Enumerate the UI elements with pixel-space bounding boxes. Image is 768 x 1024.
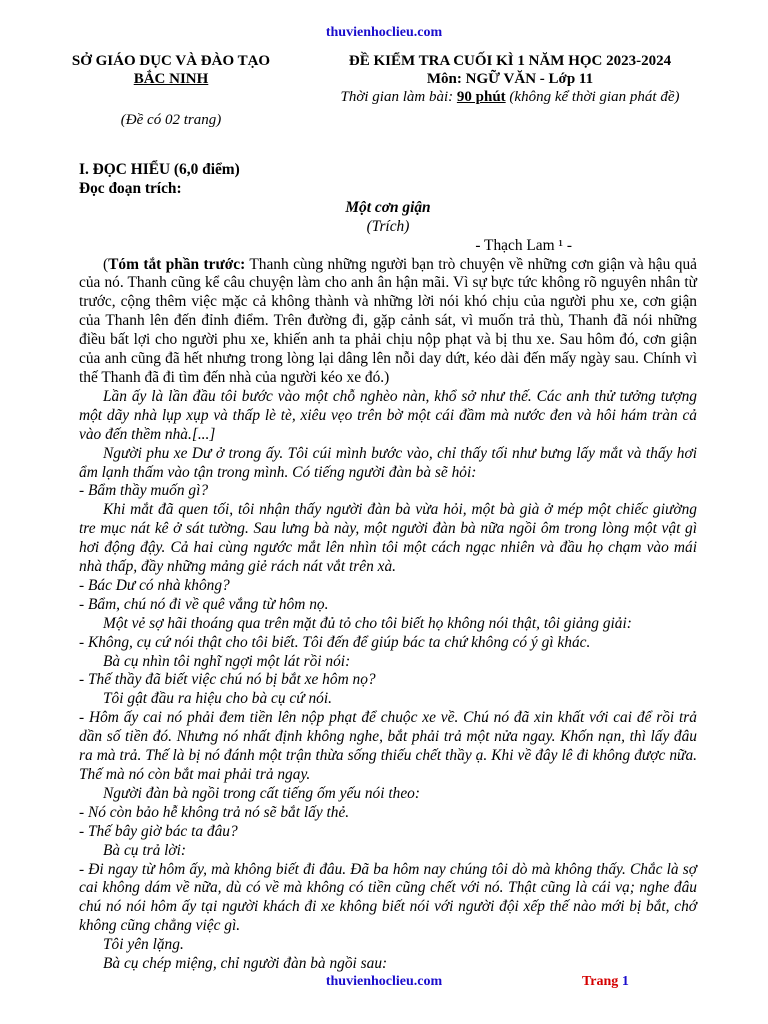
passage-paragraph: Khi mắt đã quen tối, tôi nhận thấy người đàn bà vừa hỏi, một bà già ở mép một chiếc giường tre mục nát kê ở sát tường. Sau lưng bà này, một người đàn bà nữa ngồi ôm trong lòng một vật gì hơi động đậy. Cả hai cùng ngước mắt lên nhìn tôi một cách ngạc nhiên và đầu họ chạm vào mái nhà thấp, đầy những mảng giẻ rách nát vắt trên xà. — [79, 501, 697, 576]
passage-paragraph: Lần ấy là lần đầu tôi bước vào một chỗ nghèo nàn, khổ sở như thế. Các anh thử tưởng tượng một dãy nhà lụp xụp và thấp lè tè, xiêu vẹo trên bờ một cái đầm mà nước đen và hôi hám tràn cả vào đến thềm nhà.[...] — [79, 387, 697, 443]
page-number — [582, 974, 629, 990]
passage-paragraph: Tôi gật đầu ra hiệu cho bà cụ cứ nói. — [103, 690, 332, 708]
exam-title: ĐỀ KIỂM TRA CUỐI KÌ 1 NĂM HỌC 2023-2024 — [348, 53, 672, 69]
passage-dialogue: - Thế bây giờ bác ta đâu? — [79, 822, 238, 840]
passage-dialogue: - Đi ngay từ hôm ấy, mà không biết đi đâu. Đã ba hôm nay chúng tôi dò mà không thấy. Chắc là sợ cai không dám về nữa, dù có về mà không có tiền cũng chết với nó. Thật cũng là cái vạ; nghe đâu chú nó nói hôm ấy tại người khách đi xe không biết nói với người đội xếp thế nào mới bị bắt, chớ không cũng chẳng việc gì. — [79, 860, 697, 935]
reading-instruction: Đọc đoạn trích: — [79, 179, 182, 197]
passage-subtitle: (Trích) — [366, 217, 410, 235]
exam-content — [79, 161, 697, 974]
page-count-note: (Đề có 02 trang) — [120, 112, 222, 128]
summary-text: Thanh cùng những người bạn trò chuyện về những cơn giận và hậu quả của nó. Thanh cũng kể câu chuyện làm cho anh ân hận mãi. Vì sự bực tức không rõ nguyên nhân từ trước, cộng thêm việc mặc cả không thành và những lời nói khó chịu của người phu xe, cơn giận của Thanh lên đến đỉnh điểm. Trên đường đi, gặp cảnh sát, vì muốn trả thù, Thanh đã nói những điều bất lợi cho người phu xe, khiến anh ta phải chịu nộp phạt và bị thu xe. Sau hôm đó, cơn giận của anh cũng đã hết nhưng trong lòng lại dâng lên nỗi day dứt, kéo dài đến mấy ngày sau. Chính vì thế Thanh đã đi tìm đến nhà của người kéo xe đó.) — [79, 255, 697, 386]
duration-prefix: Thời gian làm bài: — [340, 89, 454, 105]
department-name: SỞ GIÁO DỤC VÀ ĐÀO TẠO — [71, 53, 271, 69]
passage-title: Một cơn giận — [345, 198, 431, 216]
passage-paragraph: Người đàn bà ngồi trong cất tiếng ốm yếu nói theo: — [103, 784, 420, 802]
passage-dialogue: - Không, cụ cứ nói thật cho tôi biết. Tôi đến để giúp bác ta chứ không có ý gì khác. — [79, 633, 591, 651]
passage-paragraph: Một vẻ sợ hãi thoáng qua trên mặt đủ tỏ cho tôi biết họ không nói thật, tôi giảng giải: — [103, 614, 632, 632]
passage-author: - Thạch Lam ¹ - — [475, 236, 572, 254]
passage-paragraph: Bà cụ nhìn tôi nghĩ ngợi một lát rồi nói: — [103, 652, 351, 670]
exam-info-block — [300, 52, 720, 106]
passage-paragraph: Tôi yên lặng. — [103, 936, 184, 954]
summary-paragraph: (Tóm tắt phần trước: Thanh cùng những người bạn trò chuyện về những cơn giận và hậu quả của nó. Thanh cũng kể câu chuyện làm cho anh ân hận mãi. Vì sự bực tức không rõ nguyên nhân từ trước, cộng thêm việc mặc cả không thành và những lời nói khó chịu của người phu xe, cơn giận của Thanh lên đến đỉnh điểm. Trên đường đi, gặp cảnh sát, vì muốn trả thù, Thanh đã nói những điều bất lợi cho người phu xe, khiến anh ta phải chịu nộp phạt và bị thu xe. Sau hôm đó, cơn giận của anh cũng đã hết nhưng trong lòng lại dâng lên nỗi day dứt, kéo dài đến mấy ngày sau. Chính vì thế Thanh đã đi tìm đến nhà của người kéo xe đó.) — [79, 255, 697, 386]
exam-duration — [300, 88, 720, 106]
summary-label: Tóm tắt phần trước: — [108, 255, 246, 273]
site-watermark-top[interactable]: thuvienhoclieu.com — [325, 25, 443, 40]
duration-value: 90 phút — [456, 89, 506, 105]
section-heading: I. ĐỌC HIỂU (6,0 điểm) — [79, 161, 240, 178]
page-number-value: 1 — [621, 974, 629, 989]
passage-paragraph: Bà cụ chép miệng, chỉ người đàn bà ngồi sau: — [103, 955, 388, 973]
passage-dialogue: - Thế thầy đã biết việc chú nó bị bắt xe hôm nọ? — [79, 671, 376, 689]
department-block — [40, 52, 302, 129]
passage-paragraph: Bà cụ trả lời: — [103, 841, 187, 859]
site-watermark-bottom[interactable]: thuvienhoclieu.com — [325, 974, 443, 989]
exam-subject: Môn: NGỮ VĂN - Lớp 11 — [426, 71, 594, 87]
passage-dialogue: - Bác Dư có nhà không? — [79, 576, 230, 594]
passage-paragraph: Người phu xe Dư ở trong ấy. Tôi cúi mình bước vào, chỉ thấy tối như bưng lấy mắt và thấy hơi ẩm lạnh thấm vào tận trong mình. Có tiếng người đàn bà sẽ hỏi: — [79, 444, 697, 481]
province-name: BẮC NINH — [133, 71, 209, 87]
passage-dialogue: - Hôm ấy cai nó phải đem tiền lên nộp phạt để chuộc xe về. Chú nó đã xin khất với cai để rồi trả dần số tiền đó. Nhưng nó nhất định không nghe, bắt phải trả một nửa ngay. Khốn nạn, thì lấy đâu ra mà trả. Thế là bị nó đánh một trận thừa sống thiếu chết thầy ạ. Khi về đây lê đi không được nữa. Thế mà nó còn bắt mai phải trả ngay. — [79, 709, 697, 783]
duration-suffix: (không kể thời gian phát đề) — [509, 89, 680, 105]
passage-dialogue: - Nó còn bảo hễ không trả nó sẽ bắt lấy thẻ. — [79, 803, 350, 821]
page-label: Trang — [582, 974, 619, 989]
passage-dialogue: - Bẩm thầy muốn gì? — [79, 482, 209, 500]
passage-dialogue: - Bẩm, chú nó đi về quê vắng từ hôm nọ. — [79, 595, 329, 613]
